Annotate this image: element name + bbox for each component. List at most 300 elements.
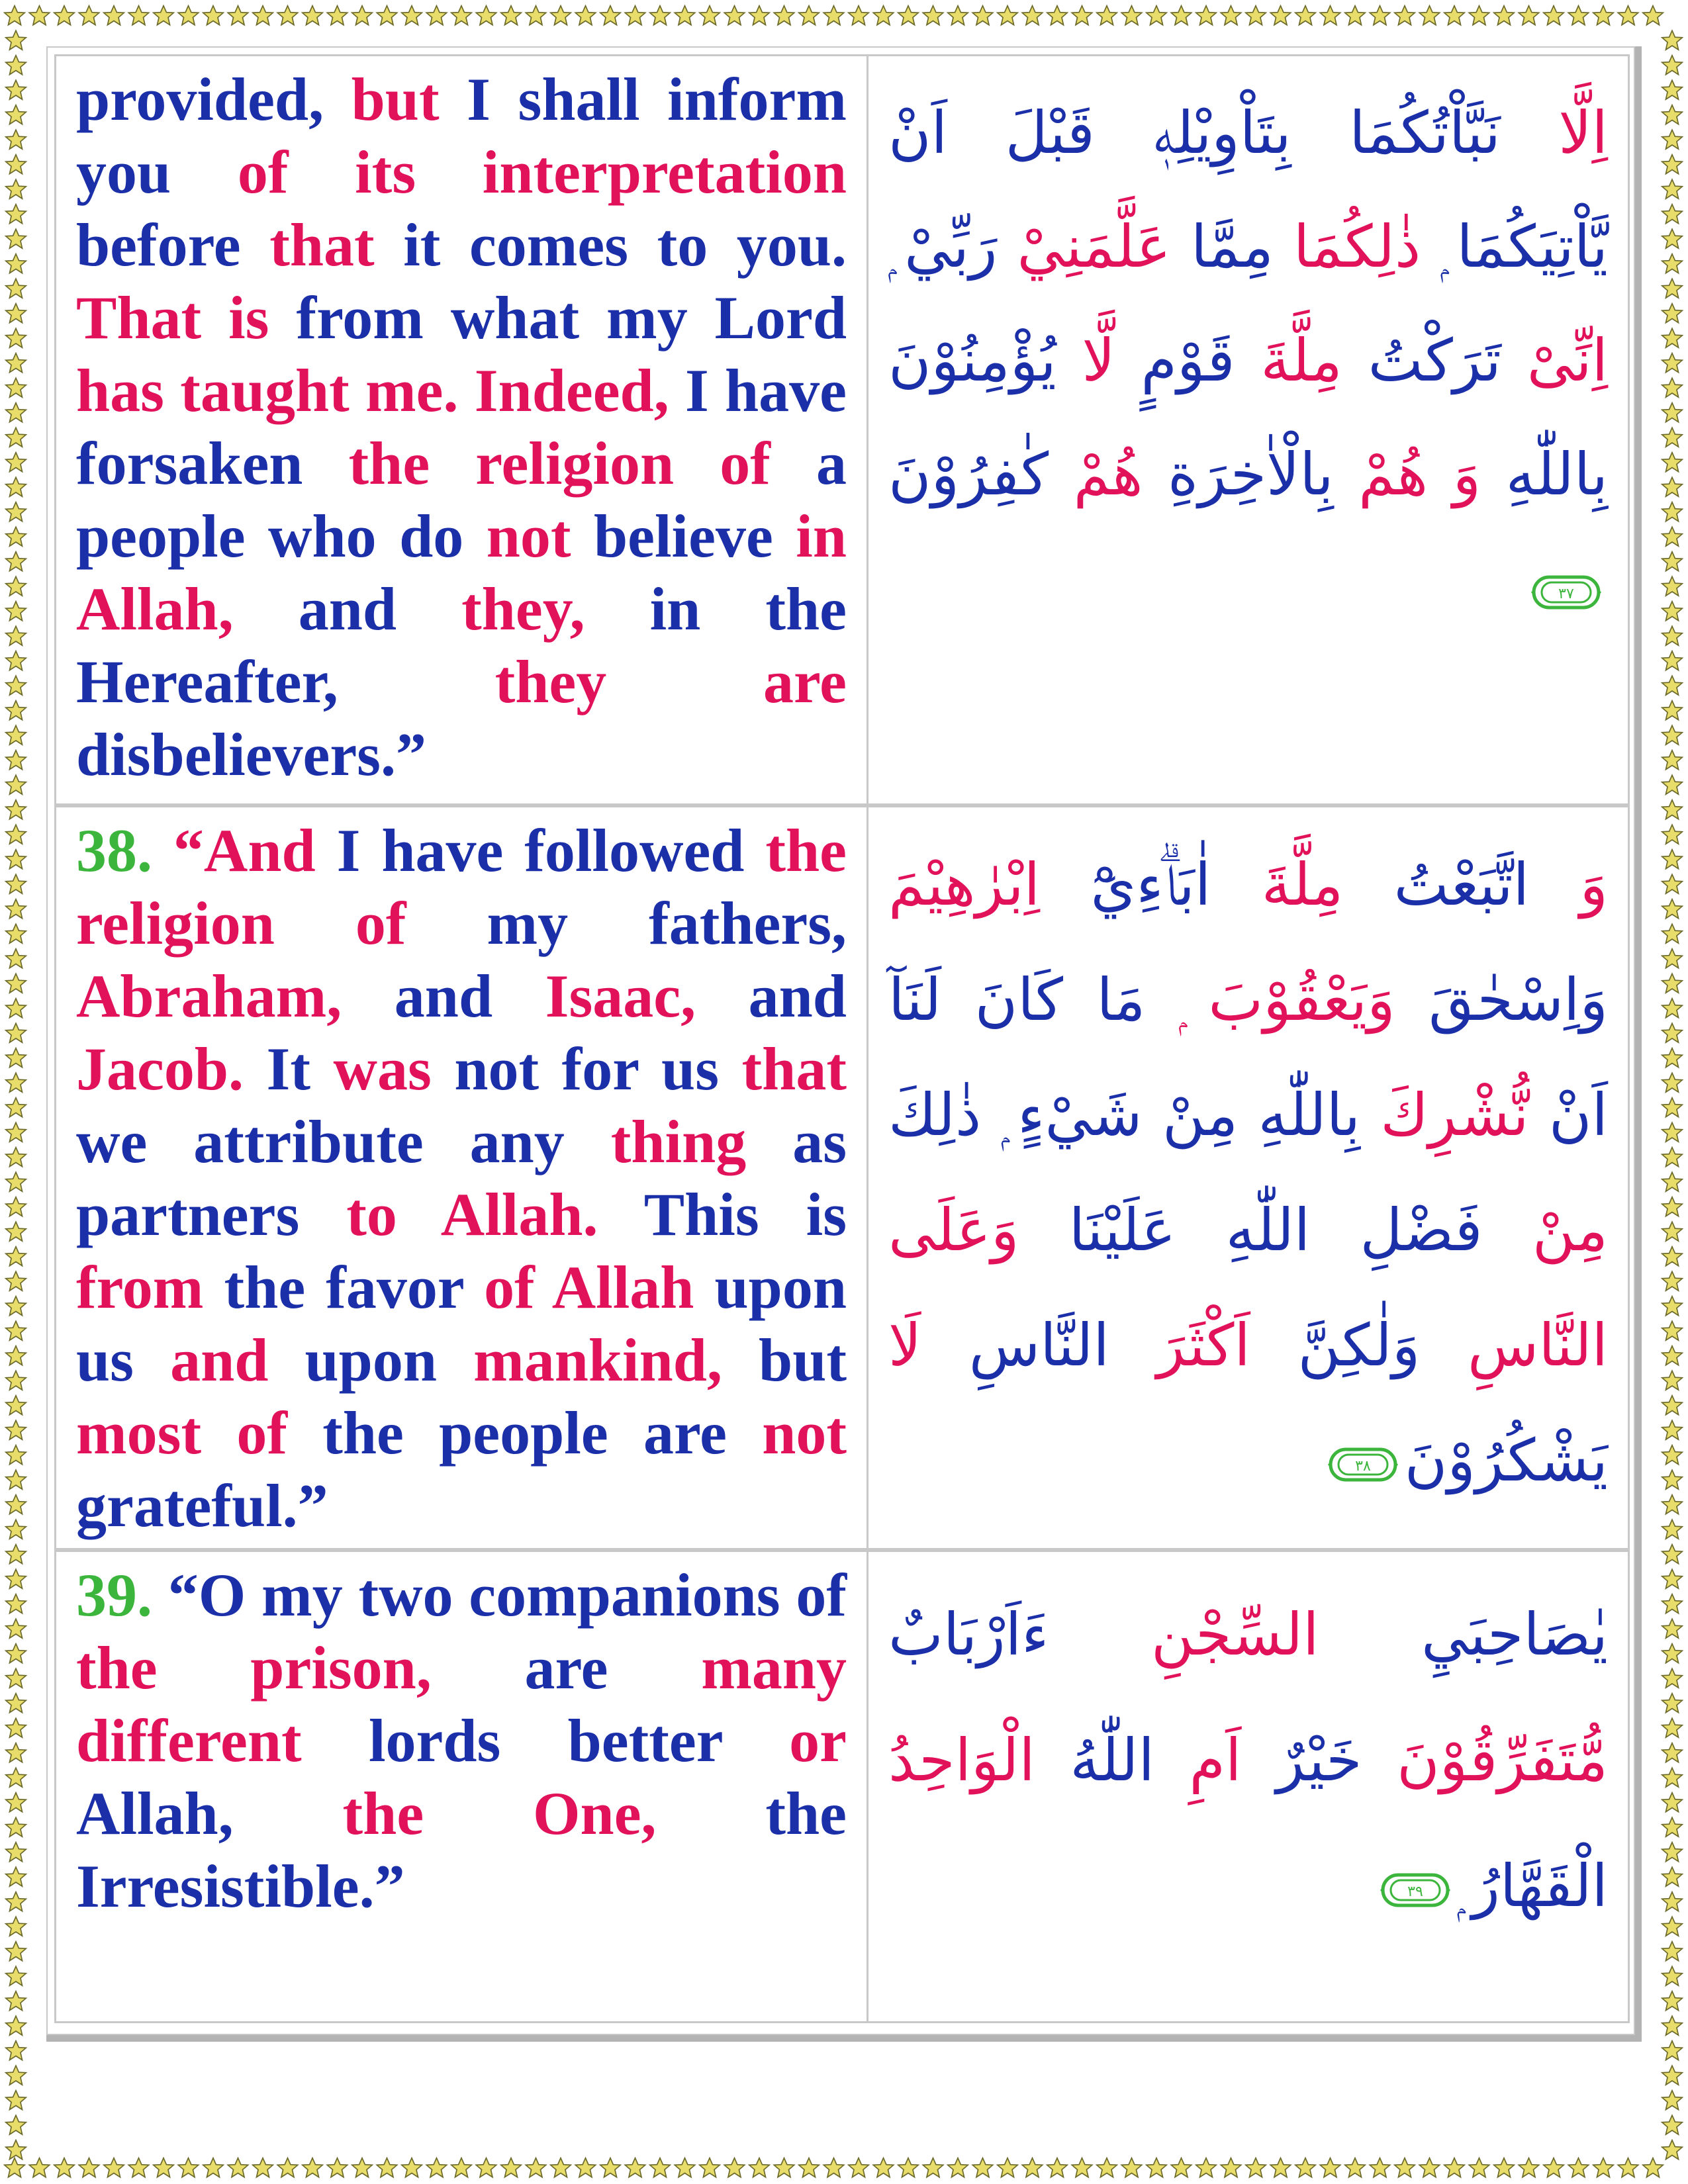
star-icon xyxy=(1662,1371,1683,1390)
star-icon xyxy=(426,6,447,25)
star-icon xyxy=(998,2158,1018,2177)
star-icon xyxy=(6,155,26,174)
star-icon xyxy=(79,2158,99,2177)
star-icon xyxy=(1662,1545,1683,1564)
star-icon xyxy=(1544,6,1564,25)
star-icon xyxy=(6,1023,26,1042)
star-icon xyxy=(6,1817,26,1837)
english-segment: or xyxy=(789,1707,847,1774)
star-icon xyxy=(1246,2158,1266,2177)
star-icon xyxy=(1662,676,1683,695)
star-icon xyxy=(1662,1122,1683,1142)
star-icon xyxy=(1662,602,1683,621)
star-icon xyxy=(6,701,26,720)
english-segment: from what my Lord xyxy=(296,284,847,351)
star-icon xyxy=(1270,6,1291,25)
star-icon xyxy=(551,6,571,25)
arabic-segment: هُمْ xyxy=(1049,440,1143,508)
arabic-cell xyxy=(868,1550,1630,2023)
star-icon xyxy=(6,1793,26,1812)
star-icon xyxy=(1662,254,1683,273)
star-icon xyxy=(54,6,75,25)
arabic-segment: اِبْرٰهِيْمَ xyxy=(888,850,1041,919)
star-icon xyxy=(1662,1668,1683,1688)
star-icon xyxy=(6,974,26,993)
english-segment: provided, xyxy=(76,66,352,133)
star-icon xyxy=(1047,2158,1068,2177)
star-icon xyxy=(5,6,25,25)
star-icon xyxy=(6,552,26,571)
star-icon xyxy=(6,105,26,124)
star-icon xyxy=(6,1271,26,1291)
star-icon xyxy=(501,2158,522,2177)
star-icon xyxy=(1072,2158,1092,2177)
star-icon xyxy=(178,2158,199,2177)
star-icon xyxy=(6,2041,26,2060)
arabic-segment: خَيْرٌ xyxy=(1241,1726,1362,1794)
star-icon xyxy=(6,602,26,621)
table-shadow xyxy=(46,46,1642,2042)
arabic-segment: مِنْ xyxy=(1482,1196,1608,1264)
star-icon xyxy=(1662,105,1683,124)
arabic-segment: وَ xyxy=(1428,440,1481,508)
star-icon xyxy=(1662,651,1683,670)
ayah-end-marker-icon xyxy=(1530,573,1603,612)
star-icon xyxy=(377,2158,397,2177)
star-icon xyxy=(1568,6,1589,25)
star-icon xyxy=(6,1520,26,1539)
star-icon xyxy=(1662,130,1683,149)
star-icon xyxy=(774,2158,794,2177)
english-segment: thing xyxy=(610,1108,793,1175)
arabic-segment: السِّجْنِ xyxy=(1049,1600,1319,1668)
star-icon xyxy=(6,751,26,770)
arabic-segment: مِلَّةَ xyxy=(1211,850,1344,919)
star-icon xyxy=(823,6,844,25)
star-icon xyxy=(6,254,26,273)
star-icon xyxy=(1147,2158,1167,2177)
star-icon xyxy=(1662,279,1683,298)
arabic-segment: رَبِّيْ ۭ xyxy=(888,212,998,281)
star-icon xyxy=(1295,2158,1316,2177)
star-icon xyxy=(1662,924,1683,943)
star-icon xyxy=(1662,353,1683,373)
arabic-segment: اِنِّىْ xyxy=(1501,326,1609,394)
english-segment: we attribute any xyxy=(76,1108,611,1175)
star-icon xyxy=(6,1619,26,1638)
star-icon xyxy=(1662,30,1683,50)
arabic-segment: وَاِسْحٰقَ xyxy=(1395,966,1608,1034)
star-icon xyxy=(1662,552,1683,571)
star-icon xyxy=(1662,1694,1683,1713)
star-icon xyxy=(1662,1495,1683,1514)
english-segment: from xyxy=(76,1253,224,1321)
star-icon xyxy=(1662,1297,1683,1316)
star-icon xyxy=(1345,6,1366,25)
star-icon xyxy=(6,1172,26,1191)
star-icon xyxy=(1662,1148,1683,1167)
star-icon xyxy=(6,850,26,869)
star-icon xyxy=(1662,751,1683,770)
star-icon xyxy=(6,1420,26,1439)
arabic-segment: يَشْكُرُوْنَ xyxy=(1404,1426,1608,1494)
english-segment: upon us xyxy=(76,1253,847,1394)
arabic-segment: كٰفِرُوْنَ xyxy=(888,440,1049,508)
star-icon xyxy=(1662,179,1683,199)
star-icon xyxy=(1246,6,1266,25)
star-icon xyxy=(6,527,26,546)
star-icon xyxy=(1320,2158,1340,2177)
star-icon xyxy=(1662,1197,1683,1216)
arabic-segment: اِلَّا xyxy=(1500,99,1608,167)
english-segment: Allah, xyxy=(76,1780,343,1847)
star-icon xyxy=(352,2158,373,2177)
star-icon xyxy=(923,6,943,25)
star-icon xyxy=(6,1694,26,1713)
english-segment: the people are xyxy=(322,1399,763,1467)
star-icon xyxy=(327,2158,348,2177)
star-icon xyxy=(1662,1470,1683,1489)
star-icon xyxy=(1662,1222,1683,1241)
english-segment: disbelievers.” xyxy=(76,721,426,788)
star-icon xyxy=(6,800,26,819)
star-icon xyxy=(575,6,596,25)
star-icon xyxy=(6,1942,26,1961)
star-icon xyxy=(6,477,26,496)
star-icon xyxy=(154,2158,174,2177)
star-icon xyxy=(1662,1321,1683,1340)
star-icon xyxy=(6,1297,26,1316)
star-icon xyxy=(1171,2158,1192,2177)
star-icon xyxy=(6,353,26,373)
english-segment: that xyxy=(741,1035,847,1103)
english-segment: I have followed xyxy=(336,817,766,884)
star-icon xyxy=(1662,1843,1683,1862)
star-icon xyxy=(1221,2158,1241,2177)
star-icon xyxy=(6,676,26,695)
verse-row-39 xyxy=(54,1550,1630,2023)
star-icon xyxy=(1370,2158,1390,2177)
star-icon xyxy=(1395,6,1415,25)
english-segment: was xyxy=(333,1035,455,1103)
star-icon xyxy=(1662,1768,1683,1787)
arabic-segment: عَلَّمَنِيْ xyxy=(997,212,1171,281)
arabic-segment: بِالْاٰخِرَةِ xyxy=(1143,440,1334,508)
star-icon xyxy=(6,2140,26,2160)
english-segment: upon xyxy=(305,1326,474,1394)
star-icon xyxy=(1097,2158,1117,2177)
star-icon xyxy=(6,1073,26,1092)
english-segment: has taught me. Indeed, xyxy=(76,357,685,424)
star-icon xyxy=(898,6,919,25)
star-icon xyxy=(1121,2158,1142,2177)
star-icon xyxy=(1469,2158,1489,2177)
star-icon xyxy=(1662,974,1683,993)
star-icon xyxy=(6,576,26,596)
star-icon xyxy=(128,6,149,25)
star-icon xyxy=(1519,6,1539,25)
star-icon xyxy=(6,378,26,397)
english-segment: the favor xyxy=(224,1253,485,1321)
star-icon xyxy=(700,2158,720,2177)
star-icon xyxy=(6,1048,26,1068)
star-icon xyxy=(1469,6,1489,25)
english-segment: that xyxy=(269,211,404,279)
star-icon xyxy=(277,6,298,25)
star-icon xyxy=(1568,2158,1589,2177)
english-segment: but xyxy=(351,66,467,133)
star-icon xyxy=(1494,6,1515,25)
star-icon xyxy=(6,626,26,645)
arabic-segment: الْقَهَّارُ ۭ xyxy=(1457,1852,1608,1920)
english-segment: of Allah xyxy=(484,1253,715,1321)
star-icon xyxy=(6,1222,26,1241)
star-icon xyxy=(948,6,968,25)
arabic-segment: اتَّبَعْتُ xyxy=(1343,850,1530,919)
arabic-segment: فَضْلِ اللّٰهِ عَلَيْنَا xyxy=(1019,1196,1483,1264)
star-icon xyxy=(1662,1793,1683,1812)
english-segment: are xyxy=(524,1634,702,1702)
star-icon xyxy=(724,6,745,25)
star-icon xyxy=(1662,576,1683,596)
star-icon xyxy=(377,6,397,25)
star-icon xyxy=(1662,949,1683,968)
star-icon xyxy=(972,6,993,25)
star-icon xyxy=(1022,6,1043,25)
star-icon xyxy=(6,1495,26,1514)
star-icon xyxy=(501,6,522,25)
star-icon xyxy=(277,2158,298,2177)
arabic-text xyxy=(888,827,1608,1518)
star-icon xyxy=(6,1892,26,1911)
star-icon xyxy=(1662,2016,1683,2035)
star-icon xyxy=(6,179,26,199)
arabic-segment: ءَاَرْبَابٌ xyxy=(888,1600,1049,1668)
star-icon xyxy=(1593,2158,1614,2177)
star-icon xyxy=(600,2158,621,2177)
english-segment: of its interpretation xyxy=(237,138,847,206)
english-segment: and xyxy=(394,962,545,1030)
star-icon xyxy=(5,2158,25,2177)
star-icon xyxy=(6,1569,26,1588)
arabic-segment: وَعَلَى النَّاسِ xyxy=(888,1196,1608,1379)
star-icon xyxy=(6,1743,26,1762)
star-icon xyxy=(6,1197,26,1216)
star-icon xyxy=(1022,2158,1043,2177)
star-icon xyxy=(6,1768,26,1787)
star-icon xyxy=(1662,453,1683,472)
star-icon xyxy=(1662,800,1683,819)
star-icon xyxy=(1662,1718,1683,1737)
star-icon xyxy=(6,1718,26,1737)
star-icon xyxy=(1047,6,1068,25)
star-icon xyxy=(1662,2140,1683,2160)
star-icon xyxy=(799,2158,820,2177)
star-icon xyxy=(6,1098,26,1117)
star-icon xyxy=(6,328,26,347)
star-icon xyxy=(1662,1867,1683,1886)
star-icon xyxy=(6,2115,26,2134)
star-icon xyxy=(849,2158,869,2177)
english-segment: the religion of xyxy=(76,817,847,957)
star-icon xyxy=(1662,1520,1683,1539)
star-icon xyxy=(1171,6,1192,25)
arabic-segment: مُّتَفَرِّقُوْنَ xyxy=(1362,1726,1609,1794)
arabic-segment: بِاللّٰهِ مِنْ شَيْءٍ ۭ xyxy=(981,1081,1360,1149)
ayah-number: ٣٩ xyxy=(1407,1884,1424,1901)
star-icon xyxy=(6,229,26,248)
english-text xyxy=(76,814,847,1542)
star-icon xyxy=(1295,6,1316,25)
english-segment: That is xyxy=(76,284,297,351)
star-icon xyxy=(6,1148,26,1167)
star-icon xyxy=(799,6,820,25)
star-icon xyxy=(1345,2158,1366,2177)
star-icon xyxy=(1370,6,1390,25)
star-icon xyxy=(6,825,26,844)
english-segment: This is xyxy=(643,1181,847,1248)
english-segment: Isaac, xyxy=(545,962,749,1030)
star-icon xyxy=(6,502,26,522)
star-icon xyxy=(1072,6,1092,25)
english-segment: the Irresistible.” xyxy=(76,1780,847,1920)
star-icon xyxy=(476,6,496,25)
star-icon xyxy=(1662,304,1683,323)
star-icon xyxy=(1662,1172,1683,1191)
arabic-segment: وَيَعْقُوْبَ ۭ xyxy=(1145,966,1395,1034)
english-segment: “O my two companions of xyxy=(167,1561,847,1629)
star-icon xyxy=(426,2158,447,2177)
english-segment: it comes to you. xyxy=(403,211,847,279)
star-icon xyxy=(1618,6,1638,25)
star-icon xyxy=(104,2158,124,2177)
star-icon xyxy=(6,1917,26,1936)
star-icon xyxy=(6,1396,26,1415)
star-icon xyxy=(1221,6,1241,25)
star-icon xyxy=(6,403,26,422)
star-icon xyxy=(203,6,224,25)
star-icon xyxy=(1544,2158,1564,2177)
star-icon xyxy=(1662,1445,1683,1465)
star-icon xyxy=(1662,701,1683,720)
english-segment: not xyxy=(486,502,594,570)
star-icon xyxy=(849,6,869,25)
star-icon xyxy=(1662,1048,1683,1068)
star-icon xyxy=(6,1668,26,1688)
english-segment: to Allah. xyxy=(346,1181,644,1248)
star-icon xyxy=(1662,1817,1683,1837)
star-icon xyxy=(1662,1917,1683,1936)
star-icon xyxy=(1419,2158,1440,2177)
english-segment: lords better xyxy=(368,1707,790,1774)
star-icon xyxy=(6,1545,26,1564)
star-icon xyxy=(1662,56,1683,75)
star-icon xyxy=(6,899,26,919)
star-icon xyxy=(551,2158,571,2177)
star-icon xyxy=(1593,6,1614,25)
english-cell xyxy=(54,54,868,805)
star-icon xyxy=(675,2158,695,2177)
star-icon xyxy=(303,2158,323,2177)
english-segment: they, xyxy=(461,575,650,643)
arabic-segment: يَّاْتِيَكُمَا ۭ xyxy=(1421,212,1609,281)
verse-row-38 xyxy=(54,805,1630,1550)
star-icon xyxy=(1662,626,1683,645)
arabic-segment: وَلٰكِنَّ xyxy=(1250,1311,1421,1379)
star-icon xyxy=(1662,155,1683,174)
star-icon xyxy=(575,2158,596,2177)
arabic-segment: تَرَكْتُ xyxy=(1342,326,1501,394)
star-icon xyxy=(6,2091,26,2110)
star-icon xyxy=(1147,6,1167,25)
star-icon xyxy=(6,1346,26,1365)
star-icon xyxy=(1662,403,1683,422)
star-icon xyxy=(54,2158,75,2177)
star-icon xyxy=(1662,850,1683,869)
english-segment: 38. xyxy=(76,817,173,884)
star-icon xyxy=(6,1445,26,1465)
star-icon xyxy=(526,6,546,25)
star-icon xyxy=(6,1966,26,1985)
english-segment: before xyxy=(76,211,270,279)
star-icon xyxy=(352,6,373,25)
star-icon xyxy=(203,2158,224,2177)
star-icon xyxy=(6,304,26,323)
english-segment: not for us xyxy=(454,1035,742,1103)
star-icon xyxy=(1395,2158,1415,2177)
star-icon xyxy=(6,2016,26,2035)
star-icon xyxy=(948,2158,968,2177)
english-segment: Abraham, xyxy=(76,962,395,1030)
english-segment: in the Hereafter, xyxy=(76,575,847,715)
star-icon xyxy=(1662,1073,1683,1092)
english-segment: the religion of xyxy=(348,430,816,497)
arabic-segment: يٰصَاحِبَيِ xyxy=(1319,1600,1608,1668)
star-icon xyxy=(1662,229,1683,248)
star-icon xyxy=(625,2158,645,2177)
star-icon xyxy=(6,1247,26,1266)
star-icon xyxy=(1662,1098,1683,1117)
arabic-segment: اَمِ xyxy=(1154,1726,1242,1794)
star-icon xyxy=(1662,1594,1683,1614)
english-cell xyxy=(54,1550,868,2023)
star-icon xyxy=(1662,1271,1683,1291)
star-icon xyxy=(749,6,770,25)
ayah-number: ٣٨ xyxy=(1354,1458,1371,1475)
english-segment: most of xyxy=(76,1399,323,1467)
star-icon xyxy=(923,2158,943,2177)
star-icon xyxy=(1662,1991,1683,2011)
arabic-segment: مِمَّا xyxy=(1170,212,1274,281)
star-icon xyxy=(178,6,199,25)
english-segment: the One, xyxy=(342,1780,766,1847)
star-icon xyxy=(1662,874,1683,893)
star-icon xyxy=(1662,1346,1683,1365)
arabic-segment: لَّا xyxy=(1056,326,1115,394)
star-icon xyxy=(1662,205,1683,224)
star-icon xyxy=(29,2158,50,2177)
english-segment: as partners xyxy=(76,1108,847,1248)
star-icon xyxy=(6,1644,26,1663)
star-icon xyxy=(6,1470,26,1489)
star-icon xyxy=(873,2158,894,2177)
english-segment: many different xyxy=(76,1634,847,1774)
star-icon xyxy=(1662,378,1683,397)
arabic-segment: الْوَاحِدُ xyxy=(888,1726,1035,1794)
ayah-end-marker-icon xyxy=(1327,1445,1399,1484)
star-icon xyxy=(6,651,26,670)
english-cell xyxy=(54,805,868,1550)
